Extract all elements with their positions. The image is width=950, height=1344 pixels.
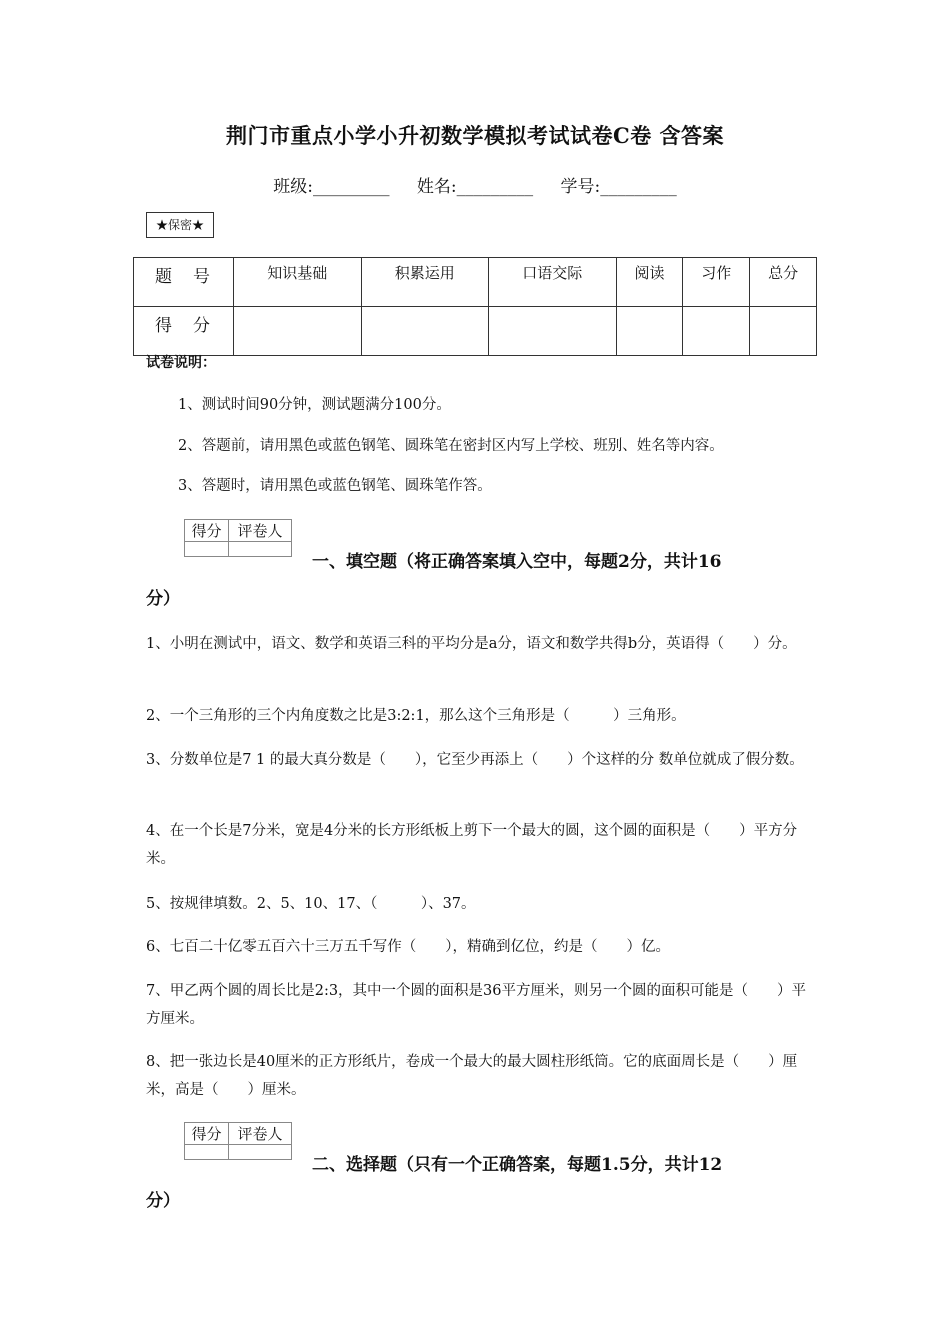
grader-name-cell[interactable] (229, 1145, 292, 1160)
section-1-heading: 一、填空题（将正确答案填入空中，每题2分，共计16 (312, 552, 722, 572)
score-cell[interactable] (234, 307, 362, 356)
grader-name-cell[interactable] (229, 542, 292, 557)
note-item: 1、测试时间90分钟，测试题满分100分。 (178, 397, 451, 413)
note-item: 3、答题时，请用黑色或蓝色钢笔、圆珠笔作答。 (178, 478, 492, 494)
grader-box (184, 1122, 292, 1160)
score-table-row-label: 得 分 (134, 307, 234, 356)
question-item: 4、在一个长是7分米，宽是4分米的长方形纸板上剪下一个最大的圆，这个圆的面积是（ ）平方分米。 (146, 823, 798, 867)
score-table-column: 阅读 (616, 258, 683, 307)
question-item: 8、把一张边长是40厘米的正方形纸片，卷成一个最大的最大圆柱形纸筒。它的底面周长是（ ）厘米，高是（ ）厘米。 (146, 1054, 798, 1098)
question-item: 7、甲乙两个圆的周长比是2:3，其中一个圆的面积是36平方厘米，则另一个圆的面积可能是（ ）平方厘米。 (146, 983, 807, 1027)
grader-score-cell[interactable] (185, 542, 229, 557)
score-cell[interactable] (750, 307, 817, 356)
confidential-badge: ★保密★ (146, 212, 214, 238)
grader-name-label: 评卷人 (229, 520, 292, 542)
section-2-heading-cont: 分） (146, 1191, 180, 1211)
score-table-column: 知识基础 (234, 258, 362, 307)
notes-title: 试卷说明： (146, 355, 216, 371)
grader-score-label: 得分 (185, 1123, 229, 1145)
grader-box (184, 519, 292, 557)
score-table-score-row (134, 307, 817, 356)
score-cell[interactable] (683, 307, 750, 356)
score-cell[interactable] (361, 307, 489, 356)
grader-name-label: 评卷人 (229, 1123, 292, 1145)
name-field[interactable]: 姓名:_________ (416, 177, 534, 197)
score-table (133, 257, 817, 356)
grader-score-cell[interactable] (185, 1145, 229, 1160)
score-table-column: 积累运用 (361, 258, 489, 307)
score-table-column: 习作 (683, 258, 750, 307)
score-table-row-label: 题 号 (134, 258, 234, 307)
question-item: 1、小明在测试中，语文、数学和英语三科的平均分是a分，语文和数学共得b分，英语得（ ）分。 (146, 636, 797, 652)
class-field[interactable]: 班级:_________ (273, 177, 390, 197)
question-item: 6、七百二十亿零五百六十三万五千写作（ ），精确到亿位，约是（ ）亿。 (146, 939, 670, 955)
grader-score-label: 得分 (185, 520, 229, 542)
score-cell[interactable] (616, 307, 683, 356)
score-table-header-row (134, 258, 817, 307)
note-item: 2、答题前，请用黑色或蓝色钢笔、圆珠笔在密封区内写上学校、班别、姓名等内容。 (178, 438, 724, 454)
score-cell[interactable] (489, 307, 617, 356)
score-table-column: 口语交际 (489, 258, 617, 307)
page-title: 荆门市重点小学小升初数学模拟考试试卷C卷 含答案 (225, 123, 725, 148)
section-2-heading: 二、选择题（只有一个正确答案，每题1.5分，共计12 (312, 1155, 723, 1175)
score-table-column: 总分 (750, 258, 817, 307)
question-item: 5、按规律填数。2、5、10、17、（ ）、37。 (146, 896, 476, 912)
question-item: 3、分数单位是7 1 的最大真分数是（ ），它至少再添上（ ）个这样的分 数单位就成了假分数。 (146, 752, 804, 768)
section-1-heading-cont: 分） (146, 589, 180, 609)
question-item: 2、一个三角形的三个内角度数之比是3:2:1，那么这个三角形是（ ）三角形。 (146, 708, 686, 724)
student-id-field[interactable]: 学号:_________ (560, 177, 677, 197)
student-info-line (0, 172, 950, 197)
